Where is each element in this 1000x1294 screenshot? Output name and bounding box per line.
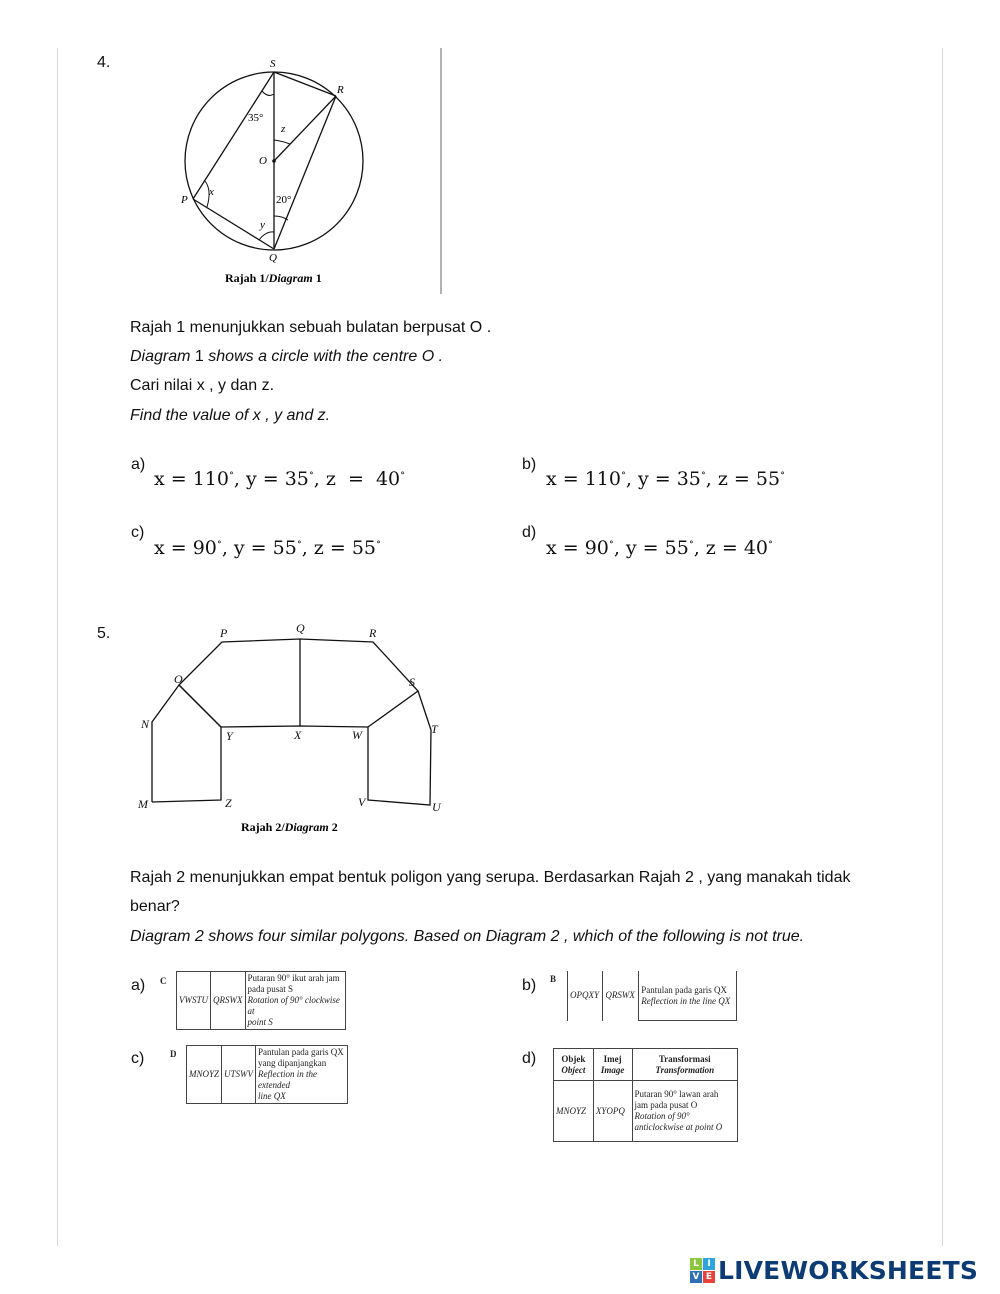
option-d-label[interactable]: d) <box>522 524 537 541</box>
object-cell: OPQXY <box>568 971 603 1021</box>
option-d-table[interactable] <box>553 1048 738 1142</box>
object-cell: MNOYZ <box>554 1081 594 1142</box>
option-d-answer[interactable]: x = 90∘, y = 55∘, z = 40∘ <box>546 537 773 559</box>
option-c-label[interactable]: c) <box>131 1050 145 1067</box>
transformation-cell: Pantulan pada garis QX Reflection in the line QX <box>639 971 737 1021</box>
point-label-s: S <box>270 58 276 70</box>
diagram-1-image <box>130 48 442 294</box>
line-rq <box>274 96 336 249</box>
question-text-malay: Rajah 2 menunjukkan empat bentuk poligon yang serupa. Berdasarkan Rajah 2 , yang manakah tidak <box>130 869 851 886</box>
point-label-s: S <box>409 675 415 689</box>
point-label-z: Z <box>225 796 232 810</box>
option-c-label[interactable]: c) <box>131 524 145 541</box>
diagram-caption: Rajah 1/Diagram 1 <box>225 271 322 285</box>
polygon-vwstu <box>368 691 431 805</box>
point-label-t: T <box>431 722 438 736</box>
logo-letter-v: V <box>690 1271 702 1283</box>
option-c-table[interactable] <box>186 1045 348 1104</box>
image-cell: QRSWX <box>211 972 246 1030</box>
object-cell: MNOYZ <box>187 1046 222 1104</box>
instruction-english: Find the value of x , y and z. <box>130 407 331 424</box>
option-a-table[interactable] <box>176 971 346 1030</box>
point-label-o: O <box>174 672 183 686</box>
polygon-opqrswxy <box>179 639 418 727</box>
object-cell: VWSTU <box>177 972 211 1030</box>
point-label-p: P <box>220 626 228 640</box>
point-label-r: R <box>369 626 377 640</box>
liveworksheets-logo <box>690 1256 978 1285</box>
option-c-answer[interactable]: x = 90∘, y = 55∘, z = 55∘ <box>154 537 381 559</box>
image-cell: QRSWX <box>603 971 639 1021</box>
header-image: Imej Image <box>593 1049 632 1081</box>
point-label-r: R <box>337 84 344 96</box>
logo-letter-i: I <box>703 1258 715 1270</box>
line-sr <box>274 72 336 96</box>
logo-letter-e: E <box>703 1271 715 1283</box>
diagram-caption: Rajah 2/Diagram 2 <box>241 820 338 834</box>
option-b-label[interactable]: b) <box>522 456 537 473</box>
line-sp <box>193 72 274 199</box>
angle-arc-y <box>259 232 274 240</box>
point-label-v: V <box>358 795 366 809</box>
point-label-p: P <box>181 194 188 206</box>
point-label-y: Y <box>226 729 233 743</box>
option-a-answer[interactable]: x = 110∘, y = 35∘, z = 40∘ <box>154 468 406 490</box>
logo-icon <box>690 1258 715 1283</box>
question-text-malay-cont: benar? <box>130 898 180 915</box>
angle-label-x: x <box>209 186 214 198</box>
angle-label-20: 20° <box>276 194 292 206</box>
centre-point <box>272 159 276 163</box>
angle-label-35: 35° <box>248 112 264 124</box>
option-a-label[interactable]: a) <box>131 456 146 473</box>
transformation-cell: Putaran 90° ikut arah jam pada pusat S Rotation of 90° clockwise at point S <box>245 972 346 1030</box>
question-number: 5. <box>97 625 111 642</box>
angle-label-z: z <box>281 123 286 135</box>
point-label-o: O <box>259 155 267 167</box>
point-label-w: W <box>352 728 362 742</box>
polygons-diagram <box>130 615 442 843</box>
instruction-malay: Cari nilai x , y dan z. <box>130 377 275 394</box>
header-transformation: Transformasi Transformation <box>632 1049 738 1081</box>
polygon-mnoyz <box>152 685 221 802</box>
angle-arc-z <box>274 140 290 144</box>
question-number: 4. <box>97 54 111 71</box>
point-label-q: Q <box>269 252 277 264</box>
question-text-malay: Rajah 1 menunjukkan sebuah bulatan berpusat O . <box>130 319 492 336</box>
option-b-answer[interactable]: x = 110∘, y = 35∘, z = 55∘ <box>546 468 785 490</box>
point-label-m: M <box>138 797 148 811</box>
option-b-table[interactable] <box>567 971 737 1021</box>
logo-letter-l: L <box>690 1258 702 1270</box>
angle-arc-s <box>262 91 274 95</box>
point-label-u: U <box>432 800 441 814</box>
logo-text: LIVEWORKSHEETS <box>718 1256 979 1285</box>
page-border-right <box>942 48 943 1246</box>
option-b-label[interactable]: b) <box>522 977 537 994</box>
header-object: Objek Object <box>554 1049 594 1081</box>
transformation-cell: Pantulan pada garis QX yang dipanjangkan Reflection in the extended line QX <box>256 1046 348 1104</box>
circle-diagram <box>130 48 442 294</box>
point-label-n: N <box>141 717 150 731</box>
point-label-q: Q <box>296 621 305 635</box>
diagram-2-image <box>130 615 442 843</box>
table-tag: D <box>170 1049 177 1059</box>
image-cell: XYOPQ <box>593 1081 632 1142</box>
angle-label-y: y <box>260 219 265 231</box>
transformation-cell: Putaran 90° lawan arah jam pada pusat O Rotation of 90° anticlockwise at point O <box>632 1081 738 1142</box>
question-text-english: Diagram 2 shows four similar polygons. Based on Diagram 2 , which of the following is not true. <box>130 928 805 945</box>
question-text-english: Diagram 1 shows a circle with the centre O . <box>130 348 444 365</box>
table-tag: C <box>160 976 167 986</box>
table-tag: B <box>550 974 557 984</box>
image-cell: UTSWV <box>222 1046 256 1104</box>
page-border-left <box>57 48 58 1246</box>
option-a-label[interactable]: a) <box>131 977 146 994</box>
option-d-label[interactable]: d) <box>522 1050 537 1067</box>
point-label-x: X <box>294 728 302 742</box>
